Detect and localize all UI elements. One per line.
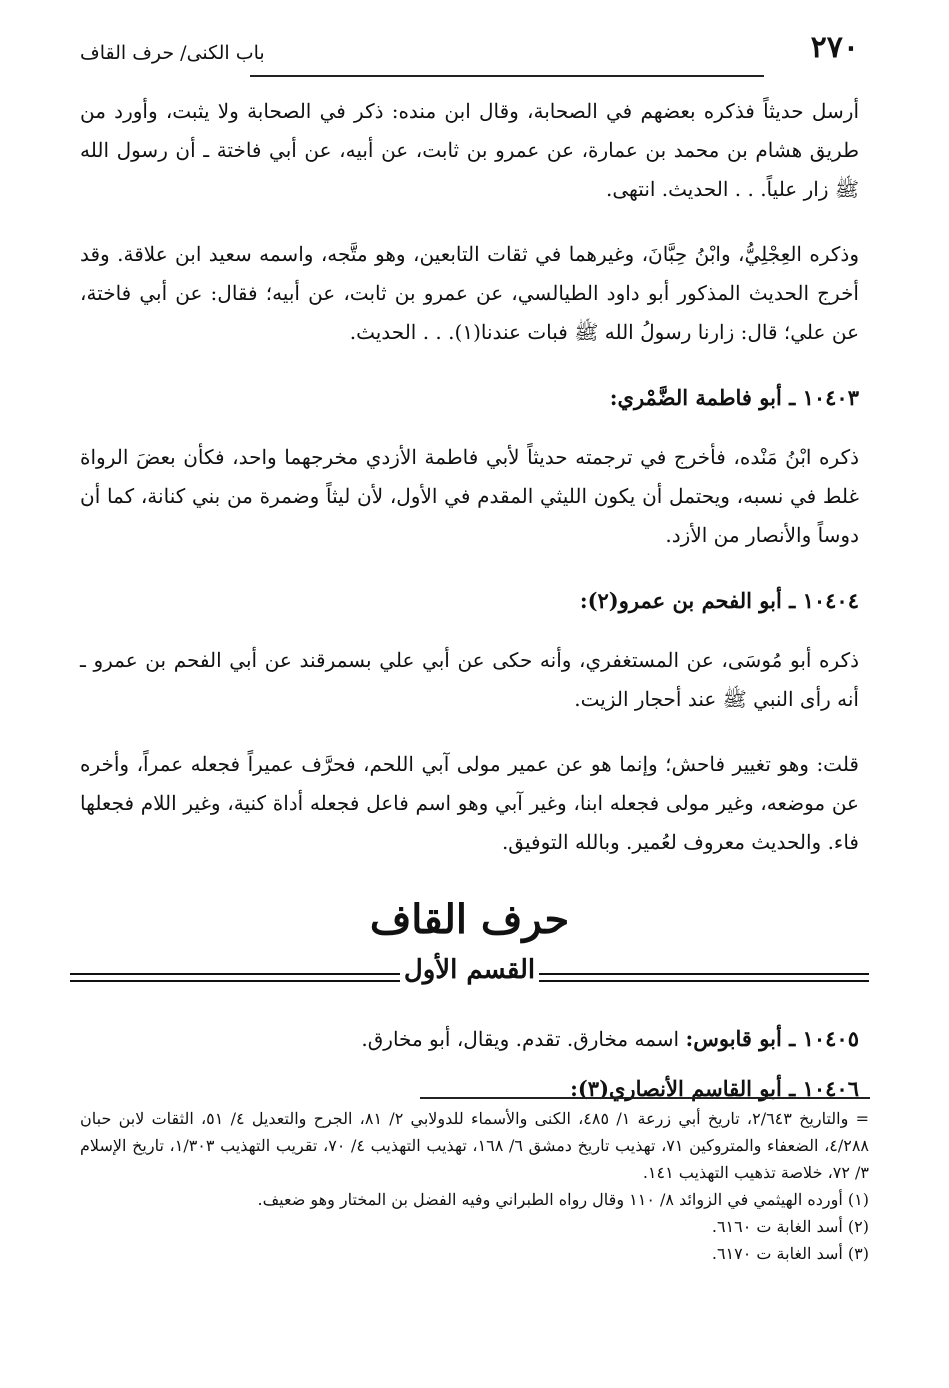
footnote-3: (٣) أسد الغابة ت ٦١٧٠.	[711, 1244, 869, 1263]
main-text	[80, 92, 859, 1129]
page-number: ٢٧٠	[810, 30, 859, 65]
paragraph-2: وذكره العِجْلِيُّ، وابْنُ حِبَّانَ، وغيرهما في ثقات التابعين، وهو متَّجه، واسمه سعيد ابن علاقة. وقد أخرج الحديث المذكور أبو داود الطيالسي، عن عمرو بن ثابت، عن أبيه؛ فقال: عن أبي فاختة، عن علي؛ قال: زارنا رسولُ الله ﷺ فبات عندنا(١). . . الحديث.	[80, 242, 859, 344]
entry-heading-10404: ١٠٤٠٤ ـ أبو الفحم بن عمرو(٢):	[579, 588, 859, 613]
chapter-title: حرف القاف	[369, 896, 570, 943]
paragraph-4: ذكره أبو مُوسَى، عن المستغفري، وأنه حكى عن أبي علي بسمرقند عن أبي الفحم بن عمرو ـ أنه رأى النبي ﷺ عند أحجار الزيت.	[80, 648, 859, 711]
header-rule	[250, 75, 764, 77]
entry-heading-10405: ١٠٤٠٥ ـ أبو قابوس:	[685, 1026, 859, 1051]
footnotes	[80, 1105, 869, 1267]
footnote-2: (٢) أسد الغابة ت ٦١٦٠.	[711, 1217, 869, 1236]
entry-heading-10406: ١٠٤٠٦ ـ أبو القاسم الأنصاري(٣):	[570, 1076, 859, 1101]
entry-heading-10403: ١٠٤٠٣ ـ أبو فاطمة الضَّمْري:	[609, 385, 859, 410]
footnote-continuation: = والتاريخ ٢/٦٤٣، تاريخ أبي زرعة ١/ ٤٨٥، الكنى والأسماء للدولابي ٢/ ٨١، الجرح والتعديل ٤/ ٥١، الثقات لابن حبان ٤/٢٨٨، الضعفاء والمتروكين ٧١، تهذيب تاريخ دمشق ٦/ ١٦٨، تهذيب التهذيب ٤/ ٧٠، تقريب التهذيب ١/٣٠٣، تاريخ الإسلام ٣/ ٧٢، خلاصة تذهيب التهذيب ١٤١.	[80, 1109, 870, 1182]
footnote-rule	[420, 1097, 870, 1099]
paragraph-5: قلت: وهو تغيير فاحش؛ وإنما هو عن عمير مولى آبي اللحم، فحرَّف عميراً فجعله عمراً، وأخره عن موضعه، وغير مولى فجعله ابنا، وغير آبي وهو اسم فاعل فجعله أداة كنية، وغير اللام فجعلها فاء. والحديث معروف لعُمير. وبالله التوفيق.	[80, 752, 859, 854]
paragraph-1: أرسل حديثاً فذكره بعضهم في الصحابة، وقال ابن منده: ذكر في الصحابة ولا يثبت، وأورد من طريق هشام بن محمد بن عمارة، عن عمرو بن ثابت، عن أبيه، عن أبي فاختة ـ أن رسول الله ﷺ زار علياً. . . الحديث. انتهى.	[80, 99, 859, 201]
page-header	[80, 30, 859, 74]
section-title: القسم الأول	[403, 955, 536, 985]
paragraph-3: ذكره ابْنُ مَنْده، فأخرج في ترجمته حديثاً لأبي فاطمة الأزدي مخرجهما واحد، فكأن بعضَ الرواة غلط في نسبه، ويحتمل أن يكون الليثي المقدم في الأول، لأن ليثاً وضمرة من بني كنانة، كما أن دوساً والأنصار من الأزد.	[80, 445, 859, 547]
double-rule-left	[70, 973, 400, 982]
running-title: باب الكنى/ حرف القاف	[80, 42, 265, 64]
section-divider	[70, 955, 869, 995]
footnote-1: (١) أورده الهيثمي في الزوائد ٨/ ١١٠ وقال رواه الطبراني وفيه الفضل بن المختار وهو ضعيف.	[257, 1190, 869, 1209]
entry-text-10405: اسمه مخارق. تقدم. ويقال، أبو مخارق.	[361, 1027, 680, 1051]
entry-10405	[80, 1019, 859, 1059]
